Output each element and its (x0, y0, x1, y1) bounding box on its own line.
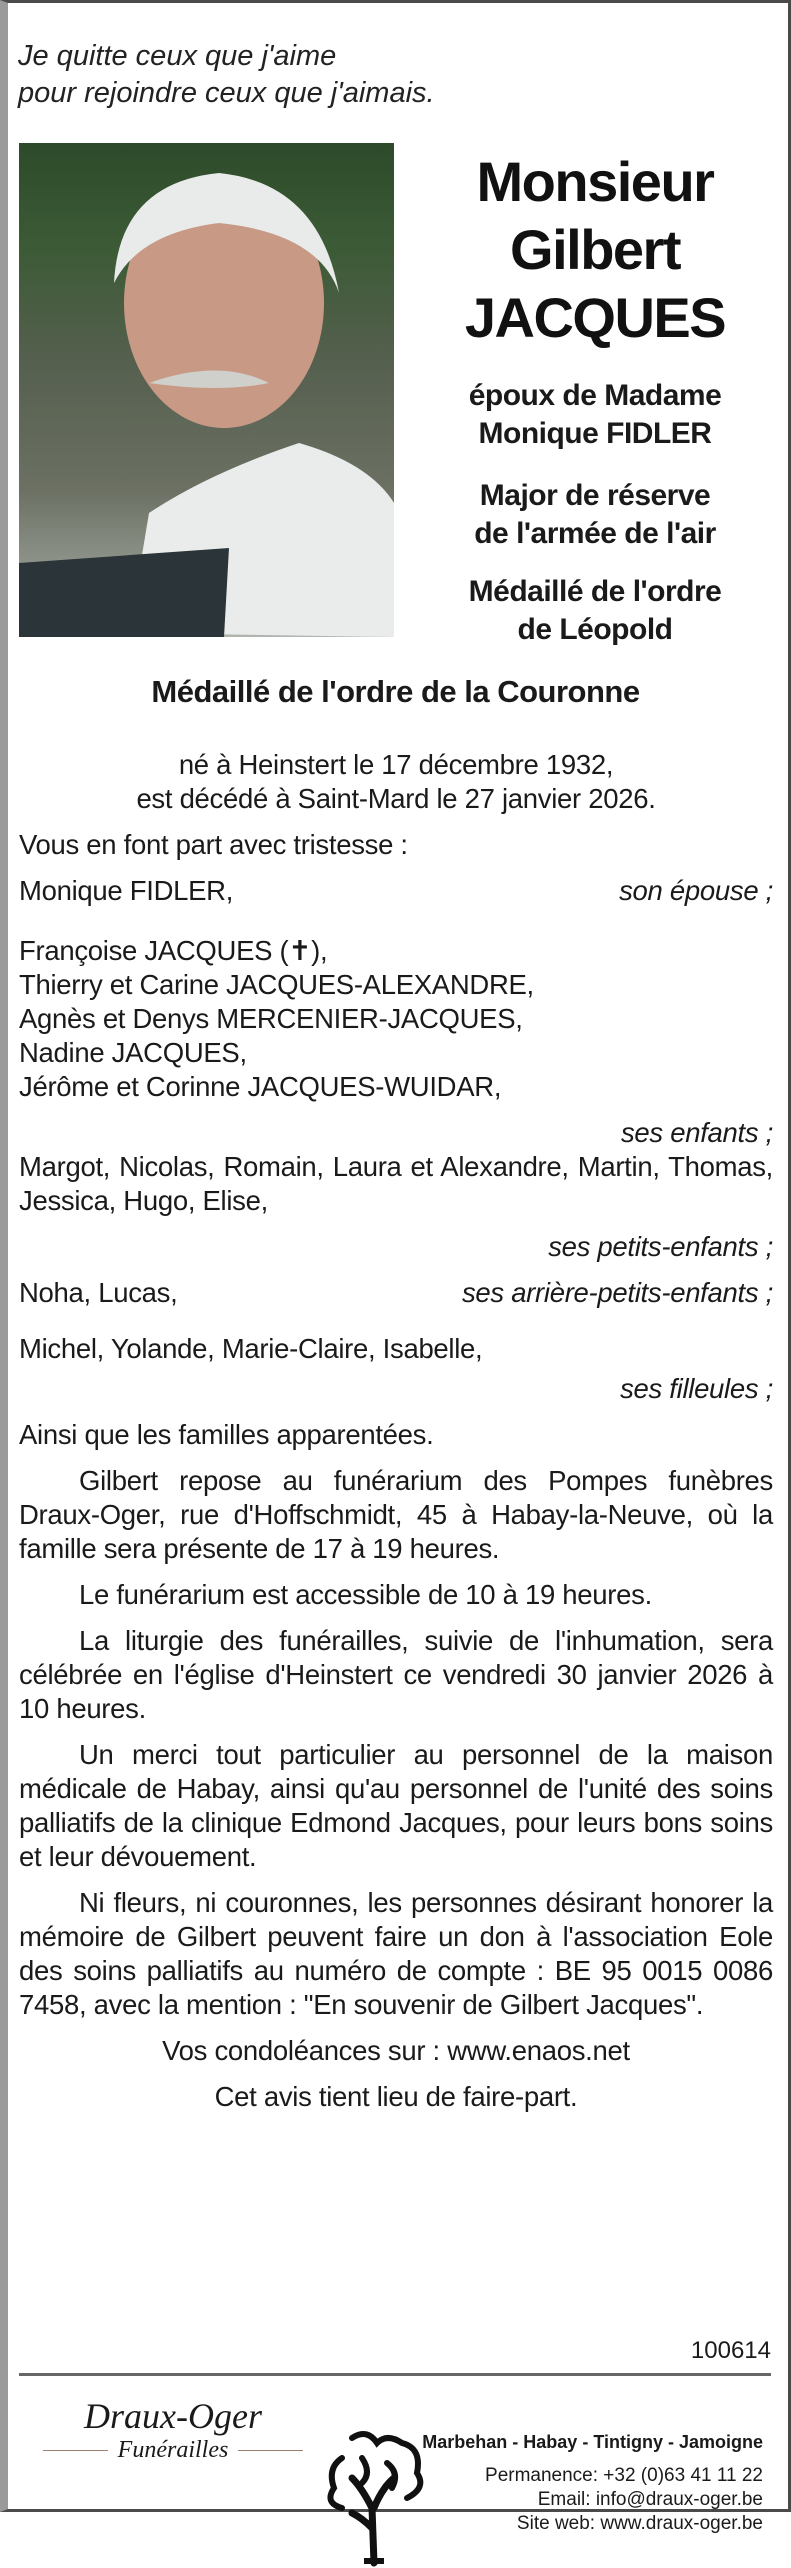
grandchildren-role: ses petits-enfants ; (548, 1231, 773, 1262)
portrait-photo (19, 143, 394, 637)
condolences-link[interactable]: Vos condoléances sur : www.enaos.net (162, 2035, 630, 2066)
subtitle-line: Médaillé de l'ordre (468, 575, 722, 608)
website-link[interactable]: Site web: www.draux-oger.be (516, 2513, 763, 2534)
quote-line: Je quitte ceux que j'aime (18, 40, 337, 72)
spouse-row (19, 874, 773, 908)
divider (19, 2373, 771, 2376)
medal-subtitle (400, 573, 790, 649)
paragraph-donation: Ni fleurs, ni couronnes, les personnes désirant honorer la mémoire de Gilbert peuvent faire un don à l'association Eole des soins palliatifs au numéro de compte : BE 95 0015 0086 7458, avec la mention : "En souvenir de Gilbert Jacques". (19, 1887, 773, 2020)
goddaughters: Michel, Yolande, Marie-Claire, Isabelle, (19, 1333, 483, 1364)
child: Agnès et Denys MERCENIER-JACQUES, (19, 1003, 523, 1034)
child: Nadine JACQUES, (19, 1037, 247, 1068)
paragraph-funerarium: Gilbert repose au funérarium des Pompes funèbres Draux-Oger, rue d'Hoffschmidt, 45 à Habay-la-Neuve, où la famille sera présente de 17 à 19 heures. (19, 1465, 773, 1564)
paragraph-thanks: Un merci tout particulier au personnel de la maison médicale de Habay, ainsi qu'au personnel de l'unité des soins palliatifs de la clinique Edmond Jacques, pour leurs bons soins et leur dévouement. (19, 1739, 773, 1872)
subtitle-line: Major de réserve (479, 479, 711, 512)
notice-line: Cet avis tient lieu de faire-part. (214, 2081, 578, 2112)
spouse-name: Monique FIDLER, (19, 875, 234, 906)
families-line: Ainsi que les familles apparentées. (19, 1419, 434, 1450)
subtitle-line: de l'armée de l'air (474, 517, 716, 550)
logo-sub-text: Funérailles (117, 2437, 229, 2463)
tree-icon (322, 2428, 432, 2568)
email-link[interactable]: Email: info@draux-oger.be (537, 2489, 763, 2510)
paragraph-hours: Le funérarium est accessible de 10 à 19 heures. (79, 1579, 652, 1610)
rank-subtitle (400, 477, 790, 553)
spouse-subtitle (400, 377, 790, 453)
child: Jérôme et Corinne JACQUES-WUIDAR, (19, 1071, 502, 1102)
deceased-name (400, 148, 790, 352)
logo-name: Draux-Oger (84, 2396, 262, 2436)
death-line: est décédé à Saint-Mard le 27 janvier 2026. (136, 783, 656, 814)
epitaph-quote (18, 38, 435, 112)
phone: Permanence: +32 (0)63 41 11 22 (485, 2465, 763, 2486)
child: Thierry et Carine JACQUES-ALEXANDRE, (19, 969, 534, 1000)
couronne-medal: Médaillé de l'ordre de la Couronne (151, 674, 640, 709)
child: Françoise JACQUES (✝), (19, 935, 328, 966)
notice-body (19, 748, 773, 2114)
goddaughters-role: ses filleules ; (620, 1373, 773, 1404)
last-name: JACQUES (464, 286, 726, 349)
contact-info (422, 2430, 763, 2536)
birth-line: né à Heinstert le 17 décembre 1932, (178, 749, 614, 780)
subtitle-line: de Léopold (517, 613, 673, 646)
subtitle-line: Monique FIDLER (478, 417, 712, 450)
intro-line: Vous en font part avec tristesse : (19, 829, 408, 860)
children-list (19, 934, 773, 1104)
great-grandchildren-row (19, 1276, 773, 1310)
children-role: ses enfants ; (620, 1117, 773, 1148)
quote-line: pour rejoindre ceux que j'aimais. (18, 77, 435, 109)
great-grandchildren-role: ses arrière-petits-enfants ; (461, 1277, 773, 1308)
grandchildren: Margot, Nicolas, Romain, Laura et Alexandre, Martin, Thomas, Jessica, Hugo, Elise, (19, 1151, 773, 1216)
great-grandchildren-names: Noha, Lucas, (19, 1277, 178, 1308)
subtitle-line: époux de Madame (468, 379, 722, 412)
paragraph-liturgy: La liturgie des funérailles, suivie de l'inhumation, sera célébrée en l'église d'Heinstert ce vendredi 30 janvier 2026 à 10 heures. (19, 1625, 773, 1724)
logo-sub (38, 2437, 308, 2464)
spouse-role: son épouse ; (619, 875, 773, 906)
towns: Marbehan - Habay - Tintigny - Jamoigne (422, 2432, 763, 2452)
funeral-home-logo (38, 2395, 308, 2464)
reference-number: 100614 (690, 2337, 771, 2364)
title: Monsieur (476, 150, 714, 213)
first-name: Gilbert (510, 218, 680, 281)
